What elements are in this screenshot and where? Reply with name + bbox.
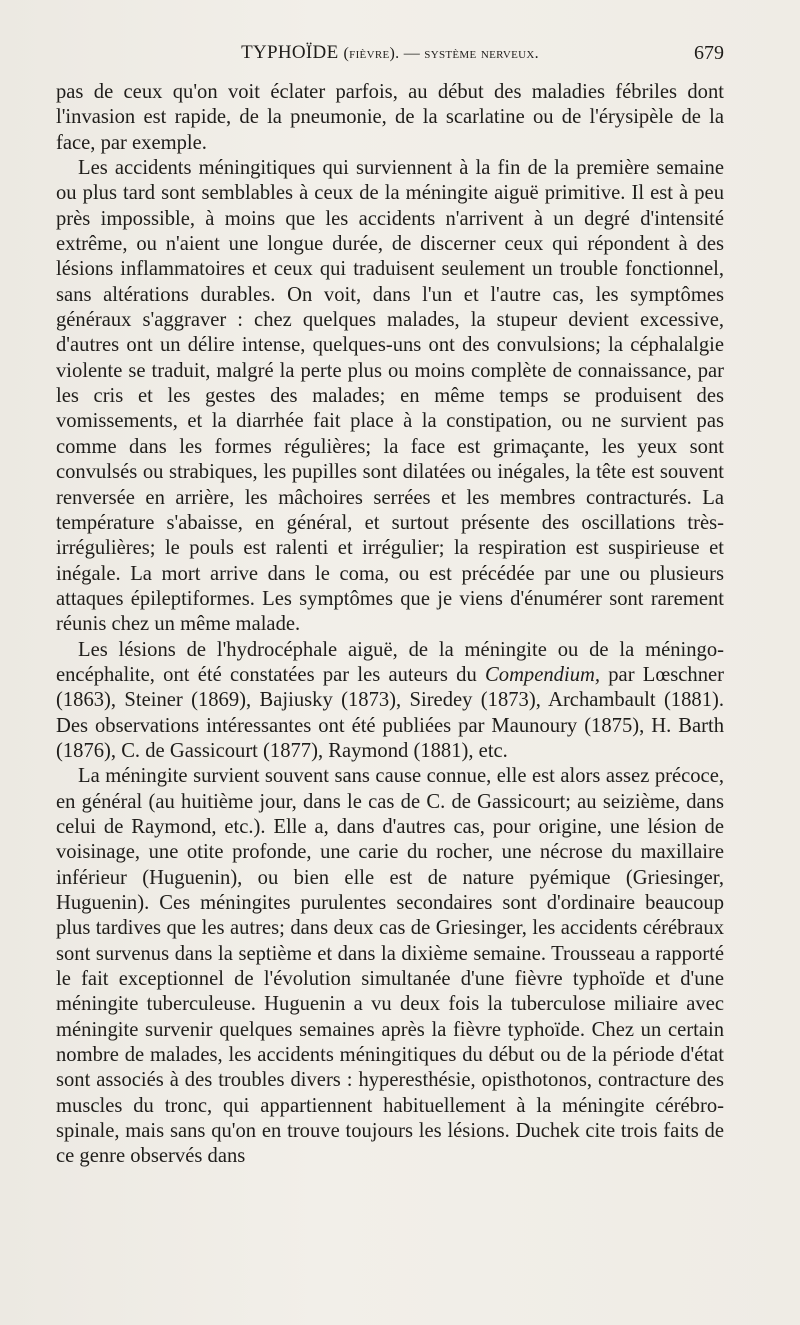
running-title-paren: (fièvre) [343, 45, 396, 62]
paragraph-meningitis-causes: La méningite survient souvent sans cause connue, elle est alors assez précoce, en général (au huitième jour, dans le cas de C. de Gassicourt; au seizième, dans celui de Raymond, etc.). Elle a, dans d'autres cas, pour origine, une lésion de voisinage, une otite profonde, une carie du rocher, une nécrose du maxillaire inférieur (Huguenin), ou bien elle est de nature pyémique (Griesinger, Huguenin). Ces méningites purulentes secondaires sont d'ordinaire beaucoup plus tardives que les autres; dans deux cas de Griesinger, les accidents cérébraux sont survenus dans la septième et dans la dixième semaine. Trousseau a rapporté le fait exceptionnel de l'évolution simultanée d'une fièvre typhoïde et d'une méningite tuberculeuse. Huguenin a vu deux fois la tuberculose miliaire avec méningite survenir quelques semaines après la fièvre typhoïde. Chez un certain nombre de malades, les accidents méningitiques du début ou de la période d'état sont associés à des troubles divers : hyperesthésie, opisthotonos, contracture des muscles du tronc, qui appartiennent habituellement à la méningite cérébro-spinale, mais sans qu'on en trouve toujours les lésions. Duchek cite trois faits de ce genre observés dans [56, 765, 724, 1168]
lesions-text-after: par Lœschner (1863), Steiner (1869), Bajiusky (1873), Siredey (1873), Archambault (1881). Des observations intéressantes ont été publiées par Maunoury (1875), H. Barth (1876), C. de Gassicourt (1877), Raymond (1881), etc. [56, 663, 724, 762]
page-number: 679 [694, 42, 724, 64]
running-title-main: TYPHOÏDE [241, 42, 339, 63]
body-text [56, 80, 724, 1170]
lesions-text-before: Les lésions de l'hydrocéphale aiguë, de la méningite ou de la méningo-encéphalite, ont été constatées par les auteurs du [56, 638, 724, 686]
paragraph-meningeal-accidents: Les accidents méningitiques qui surviennent à la fin de la première semaine ou plus tard sont semblables à ceux de la méningite aiguë primitive. Il est à peu près impossible, à moins que les accidents n'arrivent à un degré d'intensité extrême, ou n'aient une longue durée, de discerner ceux qui répondent à des lésions inflammatoires et ceux qui traduisent seulement un trouble fonctionnel, sans altérations durables. On voit, dans l'un et l'autre cas, les symptômes généraux s'aggraver : chez quelques malades, la stupeur devient excessive, d'autres ont un délire intense, quelques-uns ont des convulsions; la céphalalgie violente se traduit, malgré la perte plus ou moins complète de connaissance, par les cris et les gestes des malades; en même temps se produisent des vomissements, et la diarrhée fait place à la constipation, ou ne survient pas comme dans les formes régulières; la face est grimaçante, les yeux sont convulsés ou strabiques, les pupilles sont dilatées ou inégales, la tête est souvent renversée en arrière, les mâchoires serrées et les membres contracturés. La température s'abaisse, en général, et surtout présente des oscillations très-irrégulières; le pouls est ralenti et irrégulier; la respiration est suspirieuse et inégale. La mort arrive dans le coma, ou est précédée par une ou plusieurs attaques épileptiformes. Les symptômes que je viens d'énumérer sont rarement réunis chez un même malade. [56, 157, 724, 636]
paragraph-lesions [56, 638, 724, 765]
running-title-rest: . — système nerveux. [395, 45, 539, 62]
paragraph-continuation: pas de ceux qu'on voit éclater parfois, au début des maladies fébriles dont l'invasion est rapide, de la pneumonie, de la scarlatine ou de l'érysipèle de la face, par exemple. [56, 81, 724, 154]
compendium-title: Compendium, [485, 663, 601, 686]
running-head [56, 42, 724, 72]
running-title [56, 42, 724, 64]
